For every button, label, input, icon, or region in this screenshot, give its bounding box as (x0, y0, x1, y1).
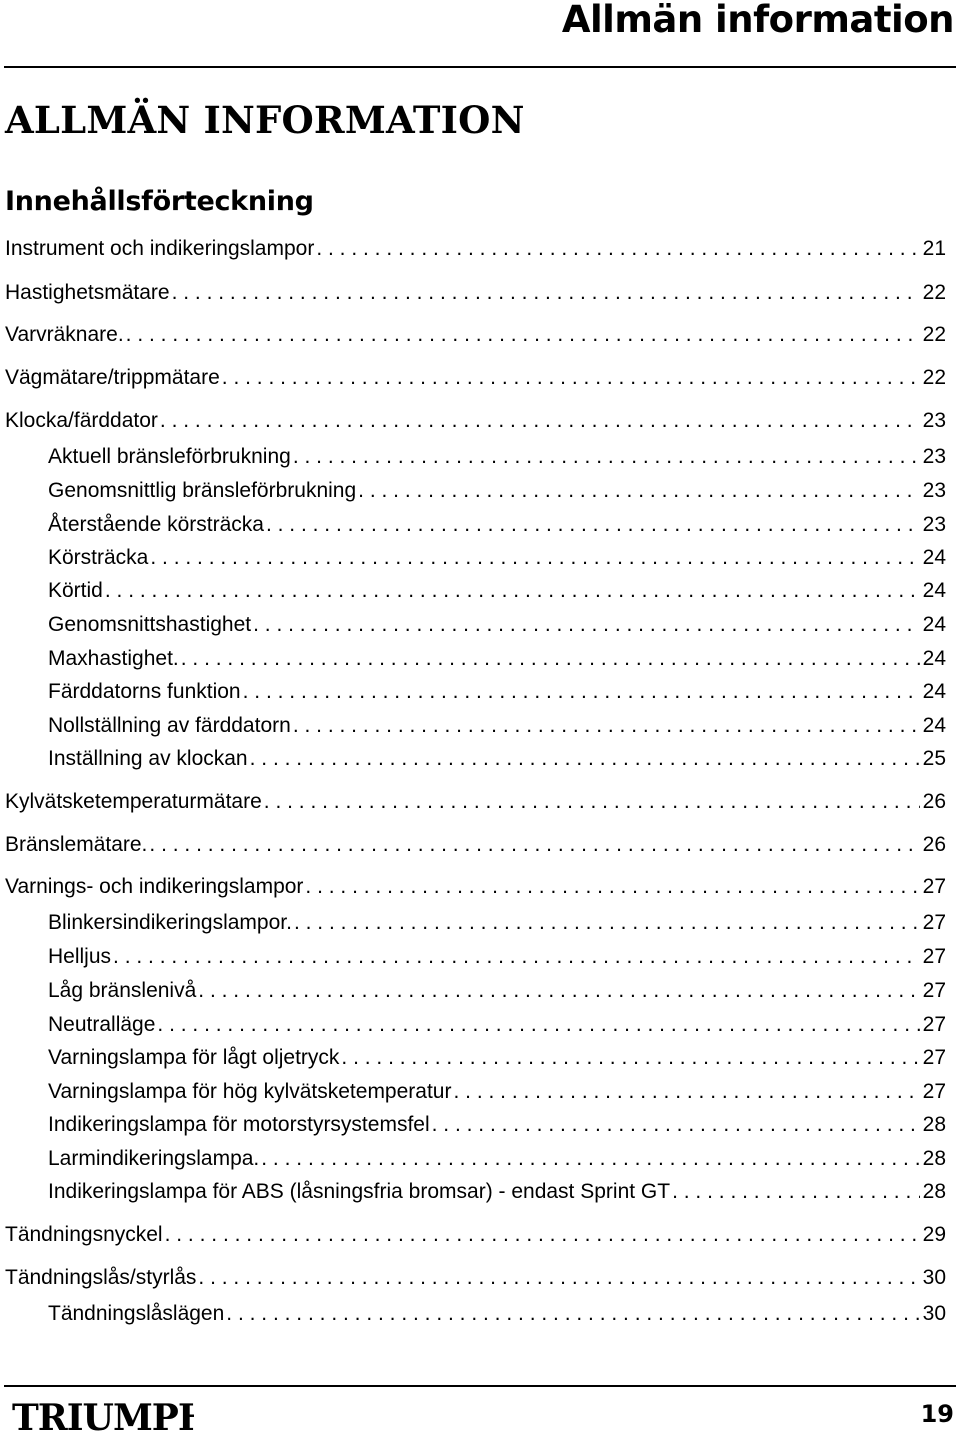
toc-entry (5, 830, 946, 860)
toc-dot-leader (341, 1043, 919, 1073)
triumph-logo (12, 1397, 194, 1442)
toc-dot-leader (150, 543, 919, 573)
toc-dot-leader (113, 942, 920, 972)
toc-dot-leader (453, 1077, 919, 1107)
toc-entry-page: 28 (922, 1147, 946, 1170)
toc-entry-label: Låg bränslenivå (48, 979, 197, 1002)
toc-entry (5, 1220, 946, 1250)
toc-dot-leader (165, 1220, 920, 1250)
toc-dot-leader (149, 830, 919, 860)
toc-entry-page: 24 (922, 714, 946, 737)
toc-dot-leader (226, 1299, 919, 1329)
toc-entry (48, 1177, 946, 1207)
toc-dot-leader (198, 1263, 919, 1293)
toc-dot-leader (181, 644, 920, 674)
toc-entry (48, 476, 946, 506)
toc-entry-label: Nollställning av färddatorn (48, 714, 291, 737)
toc-dot-leader (293, 711, 920, 741)
toc-dot-leader (432, 1110, 920, 1140)
toc-entry-page: 24 (922, 613, 946, 636)
toc-dot-leader (305, 872, 919, 902)
toc-entry-page: 24 (922, 680, 946, 703)
toc-entry-page: 22 (922, 281, 946, 304)
toc-entry-page: 22 (922, 366, 946, 389)
toc-entry (48, 644, 946, 674)
toc-entry (48, 1010, 946, 1040)
toc-entry (48, 610, 946, 640)
toc-dot-leader (316, 234, 919, 264)
toc-entry (48, 942, 946, 972)
toc-entry-label: Helljus (48, 945, 112, 968)
toc-dot-leader (358, 476, 919, 506)
toc-entry-page: 26 (922, 833, 946, 856)
toc-entry-page: 25 (922, 747, 946, 770)
toc-entry (5, 787, 946, 817)
toc-entry (48, 744, 946, 774)
toc-entry-label: Genomsnittshastighet (48, 613, 252, 636)
toc-dot-leader (672, 1177, 920, 1207)
toc-dot-leader (264, 787, 920, 817)
toc-entry-page: 23 (922, 513, 946, 536)
toc-dot-leader (243, 677, 920, 707)
page-header-title: Allmän information (561, 0, 954, 41)
toc-entry-page: 27 (922, 911, 946, 934)
toc-entry (48, 1299, 946, 1329)
toc-entry-page: 22 (922, 323, 946, 346)
toc-entry (5, 320, 946, 350)
toc-entry-page: 27 (922, 979, 946, 1002)
toc-entry-page: 27 (922, 875, 946, 898)
toc-entry-page: 28 (922, 1180, 946, 1203)
toc-entry-label: Tändningslås/styrlås (5, 1266, 197, 1289)
toc-entry (48, 677, 946, 707)
toc-entry (5, 406, 946, 436)
toc-entry-label: Blinkersindikeringslampor. (48, 911, 292, 934)
toc-entry-page: 30 (922, 1266, 946, 1289)
toc-entry-page: 23 (922, 445, 946, 468)
toc-entry-page: 27 (922, 1013, 946, 1036)
toc-entry-label: Återstående körsträcka (48, 513, 264, 536)
toc-entry-page: 30 (922, 1302, 946, 1325)
toc-dot-leader (157, 1010, 919, 1040)
toc-entry-label: Indikeringslampa för ABS (låsningsfria bromsar) - endast Sprint GT (48, 1180, 671, 1203)
toc-entry (48, 576, 946, 606)
toc-entry-label: Varnings- och indikeringslampor (5, 875, 304, 898)
toc-entry-page: 23 (922, 479, 946, 502)
toc-entry (48, 711, 946, 741)
toc-entry-label: Bränslemätare. (5, 833, 148, 856)
toc-entry-label: Varningslampa för hög kylvätsketemperatur (48, 1080, 452, 1103)
toc-dot-leader (105, 576, 920, 606)
toc-entry-label: Hastighetsmätare (5, 281, 170, 304)
toc-entry (48, 442, 946, 472)
toc-dot-leader (261, 1144, 919, 1174)
toc-entry-label: Körsträcka (48, 546, 149, 569)
toc-entry (48, 1043, 946, 1073)
toc-dot-leader (250, 744, 920, 774)
toc-dot-leader (293, 442, 920, 472)
toc-entry (48, 976, 946, 1006)
toc-entry-label: Färddatorns funktion (48, 680, 241, 703)
toc-entry-label: Tändningslåslägen (48, 1302, 225, 1325)
toc-dot-leader (160, 406, 920, 436)
toc-entry-page: 24 (922, 647, 946, 670)
toc-entry-label: Aktuell bränsleförbrukning (48, 445, 291, 468)
svg-text:TRIUMPH: TRIUMPH (12, 1397, 194, 1437)
toc-entry (48, 1144, 946, 1174)
toc-dot-leader (172, 278, 920, 308)
toc-entry-label: Larmindikeringslampa. (48, 1147, 260, 1170)
toc-entry-label: Vägmätare/trippmätare (5, 366, 220, 389)
toc-entry-label: Körtid (48, 579, 103, 602)
toc-entry-label: Varvräknare. (5, 323, 124, 346)
toc-entry (48, 510, 946, 540)
toc-dot-leader (126, 320, 920, 350)
toc-entry-label: Neutralläge (48, 1013, 156, 1036)
toc-dot-leader (266, 510, 920, 540)
toc-entry (5, 1263, 946, 1293)
toc-dot-leader (253, 610, 920, 640)
toc-entry-page: 28 (922, 1113, 946, 1136)
page-number: 19 (920, 1400, 954, 1428)
toc-dot-leader (222, 363, 920, 393)
toc-entry-label: Kylvätsketemperaturmätare (5, 790, 262, 813)
toc-entry-page: 24 (922, 579, 946, 602)
toc-entry (5, 363, 946, 393)
toc-entry (48, 908, 946, 938)
toc-entry-label: Genomsnittlig bränsleförbrukning (48, 479, 357, 502)
toc-entry (5, 872, 946, 902)
toc-dot-leader (294, 908, 920, 938)
section-title: ALLMÄN INFORMATION (5, 98, 525, 142)
toc-entry-page: 29 (922, 1223, 946, 1246)
toc-entry-page: 26 (922, 790, 946, 813)
toc-entry-label: Varningslampa för lågt oljetryck (48, 1046, 340, 1069)
toc-entry-label: Maxhastighet. (48, 647, 179, 670)
toc-entry-label: Instrument och indikeringslampor (5, 237, 315, 260)
footer-divider (4, 1385, 956, 1387)
toc-dot-leader (198, 976, 919, 1006)
toc-entry-page: 21 (922, 237, 946, 260)
toc-heading: Innehållsförteckning (5, 186, 314, 217)
toc-entry-page: 27 (922, 1080, 946, 1103)
toc-entry-page: 23 (922, 409, 946, 432)
toc-entry-label: Klocka/färddator (5, 409, 158, 432)
toc-entry-label: Inställning av klockan (48, 747, 248, 770)
toc-entry (48, 543, 946, 573)
toc-entry-page: 24 (922, 546, 946, 569)
toc-entry-label: Tändningsnyckel (5, 1223, 163, 1246)
toc-entry (5, 278, 946, 308)
toc-entry-page: 27 (922, 1046, 946, 1069)
toc-entry-page: 27 (922, 945, 946, 968)
toc-entry (5, 234, 946, 264)
toc-entry (48, 1077, 946, 1107)
toc-entry-label: Indikeringslampa för motorstyrsystemsfel (48, 1113, 430, 1136)
toc-entry (48, 1110, 946, 1140)
